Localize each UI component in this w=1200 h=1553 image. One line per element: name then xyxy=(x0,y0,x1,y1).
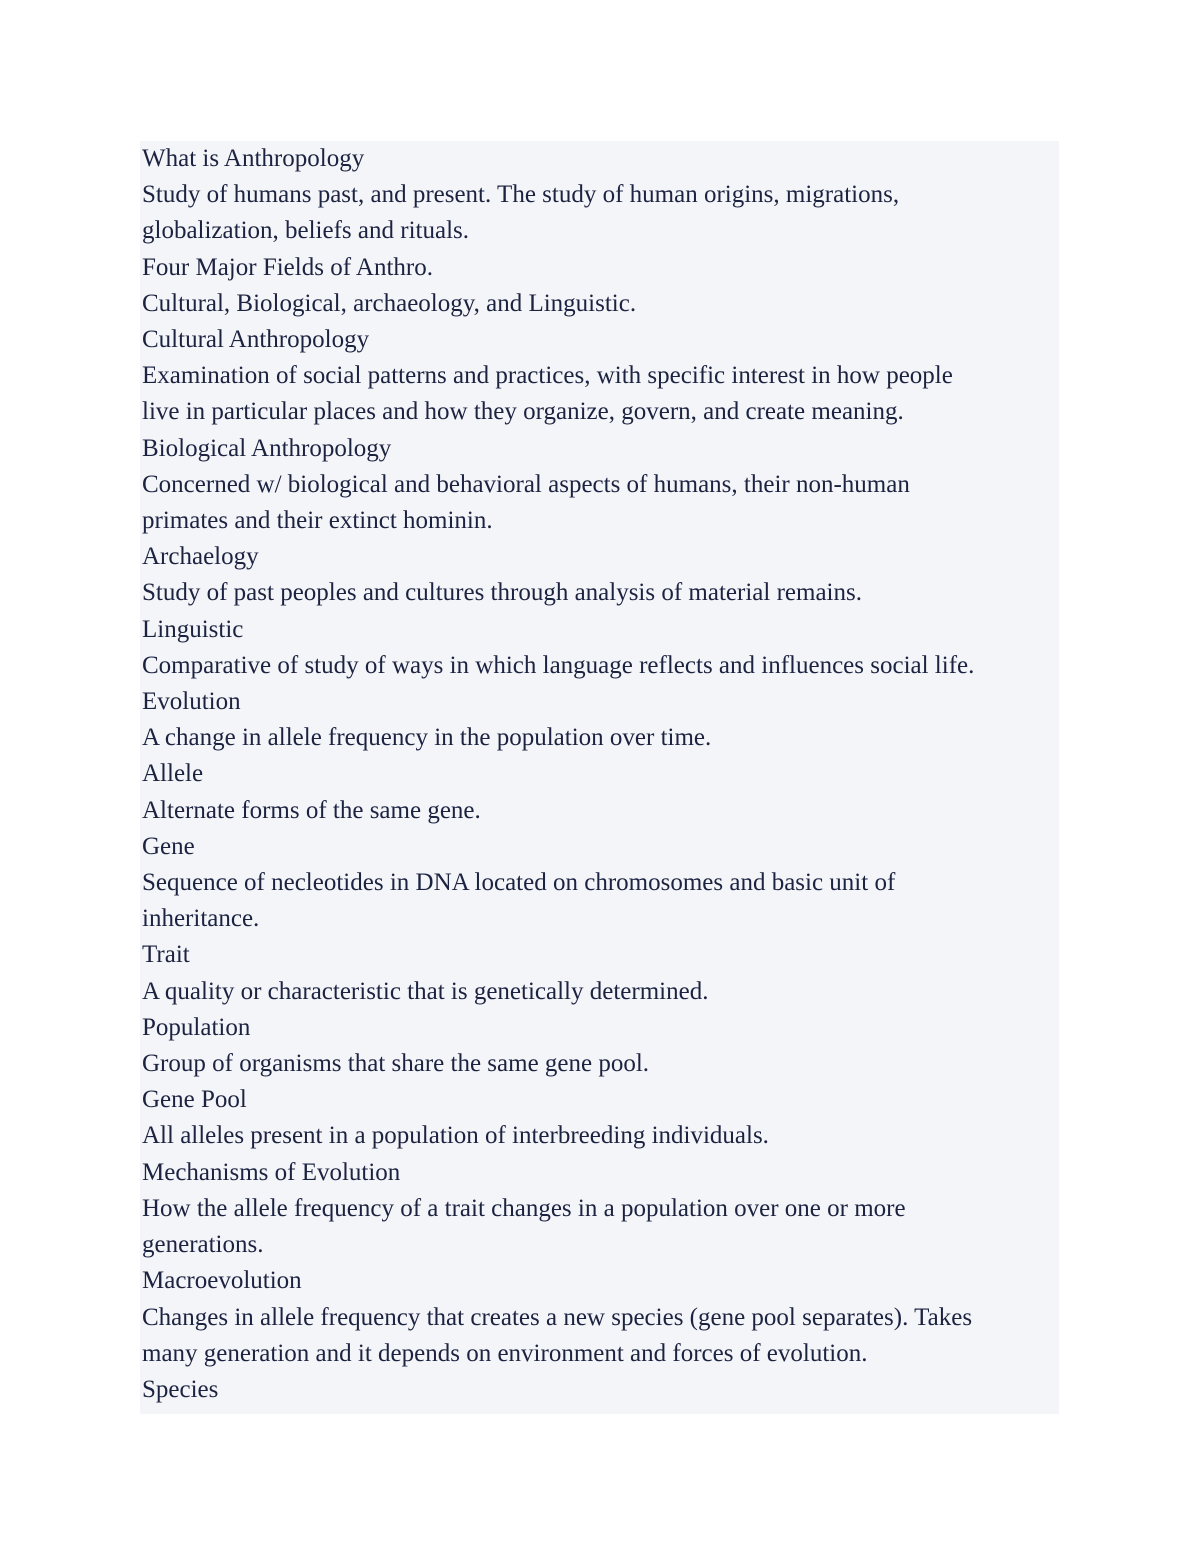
definition-line: globalization, beliefs and rituals. xyxy=(142,217,469,245)
definition-line: inheritance. xyxy=(142,905,260,933)
term-heading: Population xyxy=(142,1013,251,1041)
term-heading: Gene xyxy=(142,832,195,860)
definition-line: Examination of social patterns and practices, with specific interest in how people xyxy=(142,362,953,390)
text-block xyxy=(140,141,1059,1414)
definition-line: A change in allele frequency in the population over time. xyxy=(142,724,712,752)
term-heading: Trait xyxy=(142,941,190,969)
term-heading: Four Major Fields of Anthro. xyxy=(142,253,433,281)
term-heading: Allele xyxy=(142,760,204,788)
definition-line: A quality or characteristic that is genetically determined. xyxy=(142,977,709,1005)
definition-line: Sequence of necleotides in DNA located on chromosomes and basic unit of xyxy=(142,869,896,897)
definition-line: generations. xyxy=(142,1231,264,1259)
definition-line: Concerned w/ biological and behavioral aspects of humans, their non-human xyxy=(142,470,910,498)
definition-line: Alternate forms of the same gene. xyxy=(142,796,481,824)
definition-line: Group of organisms that share the same gene pool. xyxy=(142,1050,650,1078)
term-heading: Mechanisms of Evolution xyxy=(142,1158,401,1186)
term-heading: Linguistic xyxy=(142,615,244,643)
term-heading: Evolution xyxy=(142,688,241,716)
definition-line: primates and their extinct hominin. xyxy=(142,507,493,535)
definition-line: Cultural, Biological, archaeology, and Linguistic. xyxy=(142,289,637,317)
term-heading: Cultural Anthropology xyxy=(142,326,370,354)
term-heading: Species xyxy=(142,1375,219,1403)
definition-line: many generation and it depends on environment and forces of evolution. xyxy=(142,1339,868,1367)
definition-line: All alleles present in a population of interbreeding individuals. xyxy=(142,1122,769,1150)
term-heading: What is Anthropology xyxy=(142,145,365,172)
term-heading: Biological Anthropology xyxy=(142,434,392,462)
definition-line: Study of humans past, and present. The study of human origins, migrations, xyxy=(142,181,900,209)
term-heading: Macroevolution xyxy=(142,1267,302,1295)
definition-line: Comparative of study of ways in which language reflects and influences social life. xyxy=(142,651,975,679)
definition-line: live in particular places and how they organize, govern, and create meaning. xyxy=(142,398,904,426)
definition-line: Changes in allele frequency that creates a new species (gene pool separates). Takes xyxy=(142,1303,973,1331)
term-heading: Archaelogy xyxy=(142,543,259,571)
definition-line: How the allele frequency of a trait changes in a population over one or more xyxy=(142,1194,906,1222)
definition-line: Study of past peoples and cultures through analysis of material remains. xyxy=(142,579,862,607)
term-heading: Gene Pool xyxy=(142,1086,247,1114)
